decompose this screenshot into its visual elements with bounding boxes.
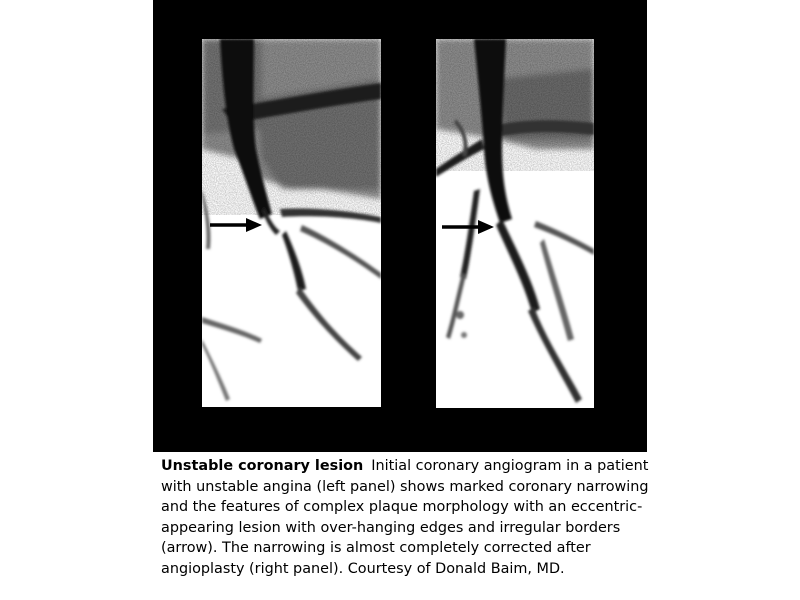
- angiogram-right-panel: [436, 39, 594, 408]
- arrow-right-icon: [210, 218, 262, 232]
- angiogram-after-icon: [436, 39, 594, 408]
- caption-title: Unstable coronary lesion: [161, 458, 364, 474]
- caption-body: Initial coronary angiogram in a patient with unstable angina (left panel) shows marked coronary narrowing and the features of complex plaque morphology with an eccentric-appearing lesion with over-hanging edges and irregular borders (arrow). The narrowing is almost completely corrected after angioplasty (right panel). Courtesy of Donald Baim, MD.: [161, 458, 649, 577]
- angiogram-before-icon: [202, 39, 381, 407]
- angiogram-left-panel: [202, 39, 381, 407]
- arrow-right-icon: [442, 220, 494, 234]
- figure-caption: [161, 456, 651, 579]
- angiogram-figure: [153, 0, 647, 452]
